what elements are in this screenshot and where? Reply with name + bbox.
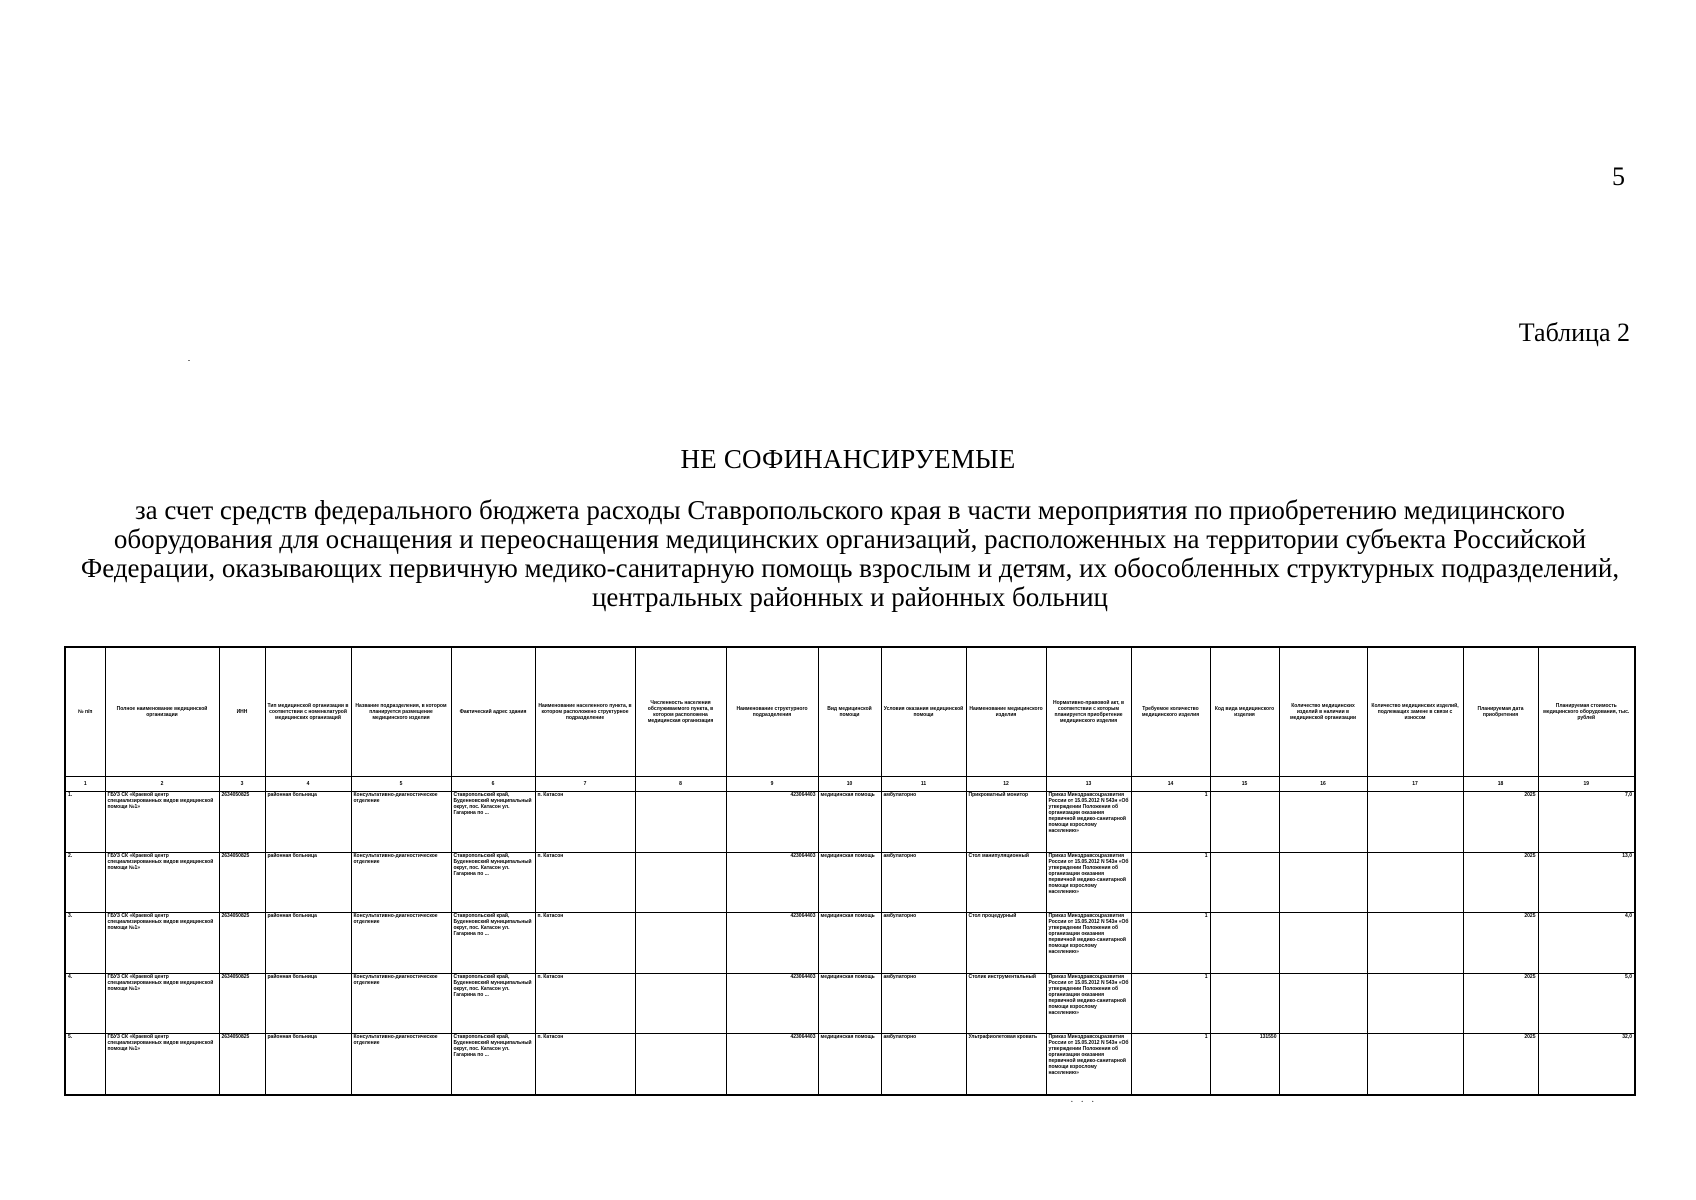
column-number: 10 xyxy=(818,777,881,792)
table-cell-care-type: медицинская помощь xyxy=(818,792,881,853)
column-number: 3 xyxy=(219,777,265,792)
table-cell-population xyxy=(635,913,726,974)
table-cell-org: ГБУЗ СК «Краевой центр специализированных видов медицинской помощи №1» xyxy=(105,792,219,853)
header-cell: Нормативно-правовой акт, в соответствии с которым планируется приобретение медицинского изделия xyxy=(1046,647,1131,777)
column-number: 6 xyxy=(451,777,535,792)
document-title: НЕ СОФИНАНСИРУЕМЫЕ xyxy=(680,444,1016,474)
header-cell: Полное наименование медицинской организации xyxy=(105,647,219,777)
table-cell-locality: п. Катасон xyxy=(535,973,635,1034)
table-cell-device: Столик инструментальный xyxy=(966,973,1046,1034)
column-number: 5 xyxy=(351,777,451,792)
table-cell-no: 1. xyxy=(65,792,105,853)
table-cell-dept: Консультативно-диагностическое отделение xyxy=(351,1034,451,1095)
column-number: 12 xyxy=(966,777,1046,792)
table-cell-code15: 131550 xyxy=(1210,1034,1279,1095)
table-cell-c16 xyxy=(1279,792,1367,853)
page-number: 5 xyxy=(1612,162,1625,191)
table-row xyxy=(65,913,1635,974)
column-number: 17 xyxy=(1367,777,1463,792)
table-cell-act: Приказ Минздравсоцразвития России от 15.05.2012 N 543н «Об утверждении Положения об организации оказания первичной медико-санитарной помощи взрослому населению» xyxy=(1046,792,1131,853)
table-cell-structure-code: 423064403 xyxy=(726,792,818,853)
document-subtitle: за счет средств федерального бюджета расходы Ставропольского края в части мероприятия по приобретению медицинского оборудования для оснащения и переоснащения медицинских организаций, расположенных на территории субъекта Российской Федерации, оказывающих первичную медико-санитарную помощь взрослым и детям, их обособленных структурных подразделений, центральных районных и районных больниц xyxy=(80,495,1620,612)
column-number: 15 xyxy=(1210,777,1279,792)
table-cell-care-type: медицинская помощь xyxy=(818,913,881,974)
table-cell-conditions: амбулаторно xyxy=(881,792,966,853)
table-cell-act: Приказ Минздравсоцразвития России от 15.05.2012 N 543н «Об утверждении Положения об организации оказания первичной медико-санитарной помощи взрослому населению» xyxy=(1046,852,1131,913)
table-row xyxy=(65,973,1635,1034)
table-cell-address: Ставропольский край, Буденновский муниципальный округ, пос. Катасон ул. Гагарина по ... xyxy=(451,1034,535,1095)
table-cell-date: 2025 xyxy=(1463,792,1538,853)
table-cell-population xyxy=(635,1034,726,1095)
header-cell: Требуемое количество медицинского изделия xyxy=(1131,647,1210,777)
table-cell-type: районная больница xyxy=(265,913,351,974)
table-cell-care-type: медицинская помощь xyxy=(818,852,881,913)
header-cell: Наименование структурного подразделения xyxy=(726,647,818,777)
table-row xyxy=(65,852,1635,913)
table-cell-address: Ставропольский край, Буденновский муниципальный округ, пос. Катасон ул. Гагарина по ... xyxy=(451,973,535,1034)
column-number: 14 xyxy=(1131,777,1210,792)
scan-artifact: · · · xyxy=(1070,1096,1097,1108)
table-cell-qty: 1 xyxy=(1131,913,1210,974)
table-cell-care-type: медицинская помощь xyxy=(818,973,881,1034)
table-cell-population xyxy=(635,792,726,853)
table-cell-cost: 13,0 xyxy=(1538,852,1635,913)
table-cell-device: Стол процедурный xyxy=(966,913,1046,974)
table-cell-act: Приказ Минздравсоцразвития России от 15.05.2012 N 543н «Об утверждении Положения об организации оказания первичной медико-санитарной помощи взрослому населению» xyxy=(1046,913,1131,974)
header-cell: Наименование медицинского изделия xyxy=(966,647,1046,777)
header-row xyxy=(65,647,1635,777)
column-number: 1 xyxy=(65,777,105,792)
header-cell: Наименование населенного пункта, в котором расположено структурное подразделение xyxy=(535,647,635,777)
table-cell-locality: п. Катасон xyxy=(535,913,635,974)
table-cell-no: 2. xyxy=(65,852,105,913)
table-cell-conditions: амбулаторно xyxy=(881,852,966,913)
column-number: 9 xyxy=(726,777,818,792)
table-cell-c17 xyxy=(1367,973,1463,1034)
table-cell-inn: 2634050825 xyxy=(219,792,265,853)
table-cell-code15 xyxy=(1210,913,1279,974)
table-cell-care-type: медицинская помощь xyxy=(818,1034,881,1095)
table-row xyxy=(65,792,1635,853)
table-cell-org: ГБУЗ СК «Краевой центр специализированных видов медицинской помощи №1» xyxy=(105,1034,219,1095)
table-cell-dept: Консультативно-диагностическое отделение xyxy=(351,852,451,913)
table-cell-date: 2025 xyxy=(1463,852,1538,913)
table-cell-cost: 5,0 xyxy=(1538,973,1635,1034)
header-cell: Количество медицинских изделий в наличии в медицинской организации xyxy=(1279,647,1367,777)
table-cell-dept: Консультативно-диагностическое отделение xyxy=(351,973,451,1034)
table-cell-code15 xyxy=(1210,852,1279,913)
table-cell-code15 xyxy=(1210,792,1279,853)
table-cell-date: 2025 xyxy=(1463,973,1538,1034)
table-cell-type: районная больница xyxy=(265,1034,351,1095)
header-cell: Фактический адрес здания xyxy=(451,647,535,777)
table-cell-c16 xyxy=(1279,913,1367,974)
header-cell: Количество медицинских изделий, подлежащих замене в связи с износом xyxy=(1367,647,1463,777)
table-cell-locality: п. Катасон xyxy=(535,792,635,853)
table-cell-locality: п. Катасон xyxy=(535,1034,635,1095)
table-cell-cost: 32,0 xyxy=(1538,1034,1635,1095)
table-cell-address: Ставропольский край, Буденновский муниципальный округ, пос. Катасон ул. Гагарина по ... xyxy=(451,792,535,853)
header-cell: Код вида медицинского изделия xyxy=(1210,647,1279,777)
column-number-row xyxy=(65,777,1635,792)
column-number: 18 xyxy=(1463,777,1538,792)
table-cell-structure-code: 423064403 xyxy=(726,1034,818,1095)
table-cell-address: Ставропольский край, Буденновский муниципальный округ, пос. Катасон ул. Гагарина по ... xyxy=(451,913,535,974)
table-cell-inn: 2634050825 xyxy=(219,1034,265,1095)
table-cell-inn: 2634050825 xyxy=(219,973,265,1034)
column-number: 2 xyxy=(105,777,219,792)
table-cell-structure-code: 423064403 xyxy=(726,973,818,1034)
table-cell-org: ГБУЗ СК «Краевой центр специализированных видов медицинской помощи №1» xyxy=(105,913,219,974)
table-cell-c16 xyxy=(1279,1034,1367,1095)
table-cell-type: районная больница xyxy=(265,973,351,1034)
table-cell-inn: 2634050825 xyxy=(219,913,265,974)
table-cell-locality: п. Катасон xyxy=(535,852,635,913)
table-cell-no: 5. xyxy=(65,1034,105,1095)
column-number: 16 xyxy=(1279,777,1367,792)
table-cell-qty: 1 xyxy=(1131,1034,1210,1095)
table-cell-code15 xyxy=(1210,973,1279,1034)
header-cell: ИНН xyxy=(219,647,265,777)
table-cell-conditions: амбулаторно xyxy=(881,913,966,974)
table-cell-device: Стол манипуляционный xyxy=(966,852,1046,913)
table-row xyxy=(65,1034,1635,1095)
header-cell: Вид медицинской помощи xyxy=(818,647,881,777)
column-number: 8 xyxy=(635,777,726,792)
table-cell-no: 4. xyxy=(65,973,105,1034)
table-cell-c17 xyxy=(1367,1034,1463,1095)
table-cell-structure-code: 423064403 xyxy=(726,913,818,974)
table-cell-qty: 1 xyxy=(1131,792,1210,853)
header-cell: Тип медицинской организации в соответствии с номенклатурой медицинских организаций xyxy=(265,647,351,777)
table-cell-date: 2025 xyxy=(1463,913,1538,974)
table-cell-device: Прикроватный монитор xyxy=(966,792,1046,853)
table-cell-act: Приказ Минздравсоцразвития России от 15.05.2012 N 543н «Об утверждении Положения об организации оказания первичной медико-санитарной помощи взрослому населению» xyxy=(1046,973,1131,1034)
table-cell-address: Ставропольский край, Буденновский муниципальный округ, пос. Катасон ул. Гагарина по ... xyxy=(451,852,535,913)
header-cell: Планируемая стоимость медицинского оборудования, тыс. рублей xyxy=(1538,647,1635,777)
column-number: 13 xyxy=(1046,777,1131,792)
table-cell-population xyxy=(635,852,726,913)
table-cell-type: районная больница xyxy=(265,852,351,913)
column-number: 4 xyxy=(265,777,351,792)
header-cell: Планируемая дата приобретения xyxy=(1463,647,1538,777)
table-cell-cost: 4,0 xyxy=(1538,913,1635,974)
table-cell-conditions: амбулаторно xyxy=(881,973,966,1034)
table-cell-c17 xyxy=(1367,792,1463,853)
table-cell-device: Ультрафиолетовая кровать xyxy=(966,1034,1046,1095)
table-cell-conditions: амбулаторно xyxy=(881,1034,966,1095)
scan-artifact xyxy=(188,360,190,361)
table-cell-org: ГБУЗ СК «Краевой центр специализированных видов медицинской помощи №1» xyxy=(105,852,219,913)
table-cell-org: ГБУЗ СК «Краевой центр специализированных видов медицинской помощи №1» xyxy=(105,973,219,1034)
header-cell: Название подразделения, в котором планируется размещение медицинского изделия xyxy=(351,647,451,777)
table-cell-structure-code: 423064403 xyxy=(726,852,818,913)
table-cell-c17 xyxy=(1367,913,1463,974)
header-cell: № п/п xyxy=(65,647,105,777)
table-label: Таблица 2 xyxy=(1518,318,1630,347)
header-cell: Численность населения обслуживаемого пункта, в котором расположена медицинская организация xyxy=(635,647,726,777)
table-cell-c17 xyxy=(1367,852,1463,913)
equipment-table xyxy=(64,646,1636,1096)
table-cell-inn: 2634050825 xyxy=(219,852,265,913)
table-cell-c16 xyxy=(1279,973,1367,1034)
table-body xyxy=(65,792,1635,1095)
header-cell: Условия оказания медицинской помощи xyxy=(881,647,966,777)
table-cell-c16 xyxy=(1279,852,1367,913)
table-cell-act: Приказ Минздравсоцразвития России от 15.05.2012 N 543н «Об утверждении Положения об организации оказания первичной медико-санитарной помощи взрослому населению» xyxy=(1046,1034,1131,1095)
table-cell-no: 3. xyxy=(65,913,105,974)
table-cell-dept: Консультативно-диагностическое отделение xyxy=(351,913,451,974)
column-number: 11 xyxy=(881,777,966,792)
column-number: 19 xyxy=(1538,777,1635,792)
table-cell-population xyxy=(635,973,726,1034)
table-cell-date: 2025 xyxy=(1463,1034,1538,1095)
table-cell-qty: 1 xyxy=(1131,973,1210,1034)
table-cell-type: районная больница xyxy=(265,792,351,853)
table-cell-qty: 1 xyxy=(1131,852,1210,913)
column-number: 7 xyxy=(535,777,635,792)
table-cell-cost: 7,0 xyxy=(1538,792,1635,853)
table-cell-dept: Консультативно-диагностическое отделение xyxy=(351,792,451,853)
